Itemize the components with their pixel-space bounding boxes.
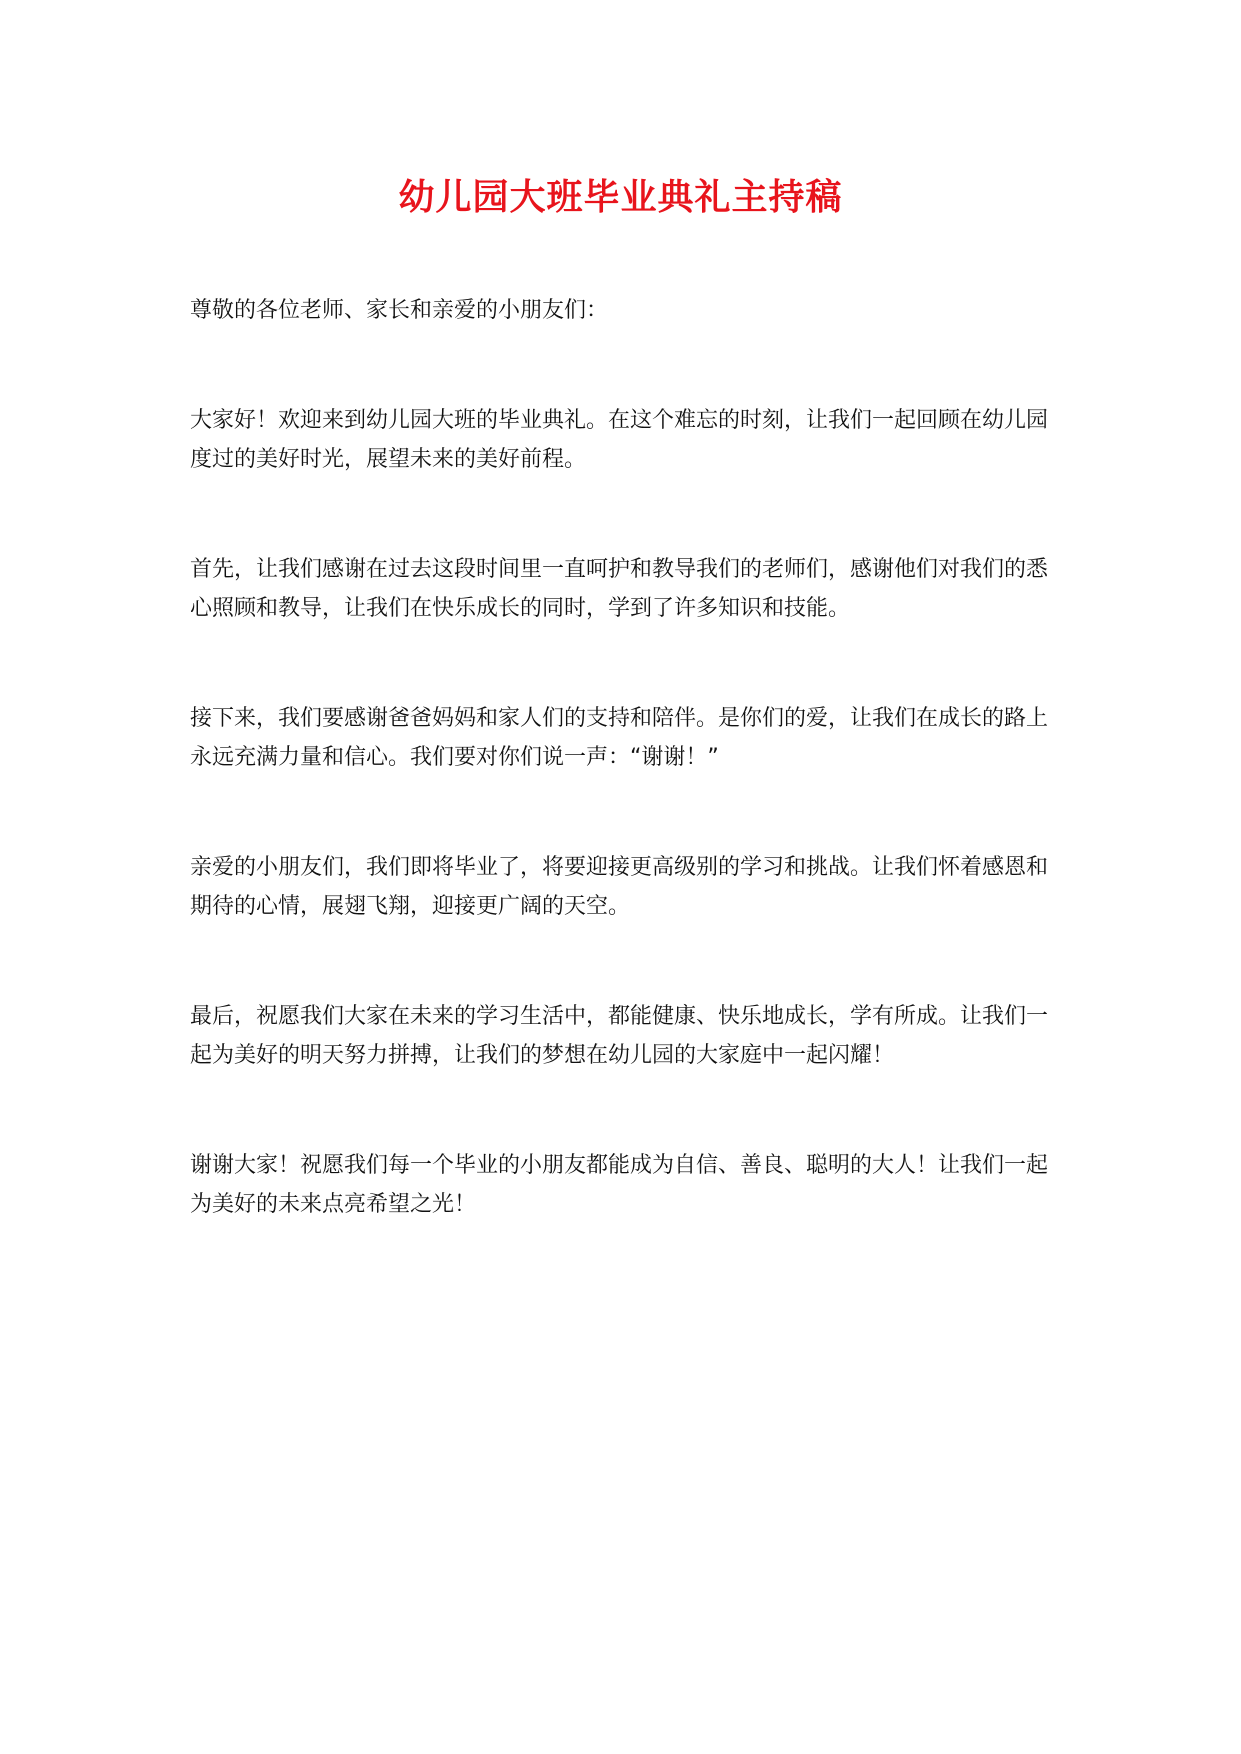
closing-paragraph: 谢谢大家！祝愿我们每一个毕业的小朋友都能成为自信、善良、聪明的大人！让我们一起为美好的未来点亮希望之光！ xyxy=(190,1153,1049,1217)
thanks-teachers-paragraph: 首先，让我们感谢在过去这段时间里一直呵护和教导我们的老师们，感谢他们对我们的悉心照顾和教导，让我们在快乐成长的同时，学到了许多知识和技能。 xyxy=(190,557,1049,621)
welcome-paragraph: 大家好！欢迎来到幼儿园大班的毕业典礼。在这个难忘的时刻，让我们一起回顾在幼儿园度过的美好时光，展望未来的美好前程。 xyxy=(190,408,1049,472)
thanks-parents-paragraph: 接下来，我们要感谢爸爸妈妈和家人们的支持和陪伴。是你们的爱，让我们在成长的路上永远充满力量和信心。我们要对你们说一声：“谢谢！” xyxy=(190,706,1049,770)
greeting-paragraph: 尊敬的各位老师、家长和亲爱的小朋友们： xyxy=(190,298,609,323)
wishes-paragraph: 最后，祝愿我们大家在未来的学习生活中，都能健康、快乐地成长，学有所成。让我们一起为美好的明天努力拼搏，让我们的梦想在幼儿园的大家庭中一起闪耀！ xyxy=(190,1004,1049,1068)
document-title: 幼儿园大班毕业典礼主持稿 xyxy=(398,177,843,218)
graduation-paragraph: 亲爱的小朋友们，我们即将毕业了，将要迎接更高级别的学习和挑战。让我们怀着感恩和期待的心情，展翅飞翔，迎接更广阔的天空。 xyxy=(190,855,1049,919)
